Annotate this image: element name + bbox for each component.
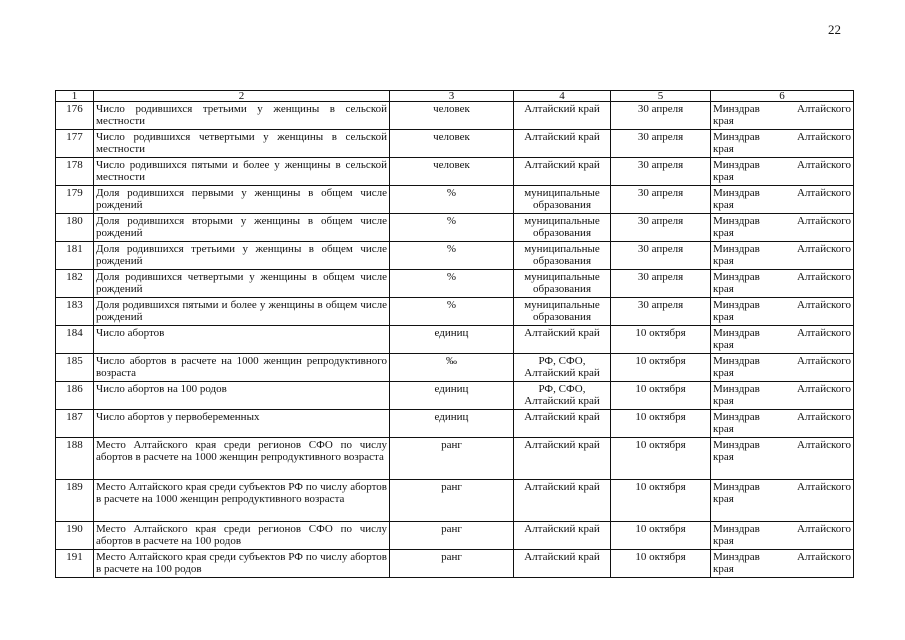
level-cell: муниципальные образования — [514, 298, 611, 326]
unit-cell: единиц — [390, 326, 514, 354]
responsible-line — [713, 187, 851, 199]
responsible-org: Минздрав — [713, 103, 760, 115]
responsible-org: Минздрав — [713, 131, 760, 143]
level-cell: Алтайский край — [514, 130, 611, 158]
responsible-cell — [711, 410, 854, 438]
deadline-cell: 30 апреля — [611, 270, 711, 298]
table-row — [56, 242, 854, 270]
table-row — [56, 438, 854, 480]
responsible-region: Алтайского — [796, 243, 851, 255]
level-cell: Алтайский край — [514, 480, 611, 522]
deadline-cell: 30 апреля — [611, 186, 711, 214]
deadline-cell: 30 апреля — [611, 130, 711, 158]
indicator-name-cell: Число абортов у первобеременных — [94, 410, 390, 438]
responsible-line — [713, 551, 851, 563]
table-row — [56, 270, 854, 298]
unit-cell: ранг — [390, 522, 514, 550]
row-number-cell: 183 — [56, 298, 94, 326]
row-number-cell: 182 — [56, 270, 94, 298]
responsible-region: Алтайского — [796, 103, 851, 115]
responsible-region: Алтайского — [796, 131, 851, 143]
column-header: 3 — [390, 91, 514, 102]
unit-cell: % — [390, 242, 514, 270]
table-row — [56, 480, 854, 522]
responsible-suffix: края — [713, 367, 734, 379]
responsible-region: Алтайского — [796, 383, 851, 395]
responsible-cell — [711, 298, 854, 326]
responsible-org: Минздрав — [713, 523, 760, 535]
deadline-cell: 10 октября — [611, 480, 711, 522]
indicator-name-cell: Число родившихся третьими у женщины в сельской местности — [94, 102, 390, 130]
table-row — [56, 410, 854, 438]
indicator-name-cell: Доля родившихся вторыми у женщины в общем числе рождений — [94, 214, 390, 242]
indicator-name-cell: Место Алтайского края среди субъектов РФ по числу абортов в расчете на 1000 женщин репродуктивного возраста — [94, 480, 390, 522]
responsible-line — [713, 103, 851, 115]
unit-cell: ‰ — [390, 354, 514, 382]
unit-cell: % — [390, 186, 514, 214]
row-number-cell: 187 — [56, 410, 94, 438]
column-header: 6 — [711, 91, 854, 102]
responsible-region: Алтайского — [796, 411, 851, 423]
column-header: 2 — [94, 91, 390, 102]
responsible-suffix: края — [713, 283, 734, 295]
level-cell: РФ, СФО, Алтайский край — [514, 382, 611, 410]
table-row — [56, 550, 854, 578]
responsible-cell — [711, 186, 854, 214]
deadline-cell: 10 октября — [611, 410, 711, 438]
responsible-cell — [711, 130, 854, 158]
level-cell: муниципальные образования — [514, 242, 611, 270]
row-number-cell: 178 — [56, 158, 94, 186]
indicator-name-cell: Число абортов на 100 родов — [94, 382, 390, 410]
responsible-region: Алтайского — [796, 299, 851, 311]
indicator-name-cell: Доля родившихся четвертыми у женщины в общем числе рождений — [94, 270, 390, 298]
page-number: 22 — [828, 22, 841, 37]
responsible-line — [713, 271, 851, 283]
responsible-cell — [711, 522, 854, 550]
responsible-suffix: края — [713, 255, 734, 267]
unit-cell: ранг — [390, 438, 514, 480]
unit-cell: единиц — [390, 410, 514, 438]
row-number-cell: 186 — [56, 382, 94, 410]
responsible-suffix: края — [713, 395, 734, 407]
unit-cell: % — [390, 270, 514, 298]
responsible-cell — [711, 270, 854, 298]
responsible-suffix: края — [713, 493, 734, 505]
responsible-org: Минздрав — [713, 327, 760, 339]
responsible-cell — [711, 480, 854, 522]
responsible-region: Алтайского — [796, 439, 851, 451]
responsible-cell — [711, 214, 854, 242]
column-header: 4 — [514, 91, 611, 102]
responsible-org: Минздрав — [713, 439, 760, 451]
unit-cell: % — [390, 214, 514, 242]
responsible-line — [713, 327, 851, 339]
level-cell: муниципальные образования — [514, 186, 611, 214]
indicator-name-cell: Число абортов — [94, 326, 390, 354]
deadline-cell: 30 апреля — [611, 158, 711, 186]
responsible-org: Минздрав — [713, 551, 760, 563]
row-number-cell: 176 — [56, 102, 94, 130]
row-number-cell: 177 — [56, 130, 94, 158]
table-header-row — [56, 91, 854, 102]
responsible-suffix: края — [713, 311, 734, 323]
responsible-suffix: края — [713, 199, 734, 211]
level-cell: Алтайский край — [514, 326, 611, 354]
responsible-region: Алтайского — [796, 215, 851, 227]
responsible-line — [713, 131, 851, 143]
responsible-line — [713, 243, 851, 255]
responsible-org: Минздрав — [713, 187, 760, 199]
table-row — [56, 298, 854, 326]
unit-cell: ранг — [390, 480, 514, 522]
responsible-suffix: края — [713, 451, 734, 463]
table-row — [56, 522, 854, 550]
responsible-cell — [711, 382, 854, 410]
level-cell: Алтайский край — [514, 158, 611, 186]
unit-cell: единиц — [390, 382, 514, 410]
responsible-suffix: края — [713, 227, 734, 239]
deadline-cell: 10 октября — [611, 522, 711, 550]
indicator-name-cell: Доля родившихся пятыми и более у женщины в общем числе рождений — [94, 298, 390, 326]
indicator-name-cell: Место Алтайского края среди субъектов РФ по числу абортов в расчете на 100 родов — [94, 550, 390, 578]
indicator-name-cell: Доля родившихся первыми у женщины в общем числе рождений — [94, 186, 390, 214]
responsible-region: Алтайского — [796, 481, 851, 493]
responsible-org: Минздрав — [713, 243, 760, 255]
responsible-cell — [711, 550, 854, 578]
responsible-line — [713, 355, 851, 367]
indicator-name-cell: Доля родившихся третьими у женщины в общем числе рождений — [94, 242, 390, 270]
indicators-table — [55, 90, 854, 578]
unit-cell: человек — [390, 158, 514, 186]
deadline-cell: 10 октября — [611, 326, 711, 354]
responsible-line — [713, 439, 851, 451]
row-number-cell: 191 — [56, 550, 94, 578]
row-number-cell: 180 — [56, 214, 94, 242]
column-header: 5 — [611, 91, 711, 102]
responsible-org: Минздрав — [713, 271, 760, 283]
responsible-suffix: края — [713, 423, 734, 435]
unit-cell: человек — [390, 102, 514, 130]
responsible-cell — [711, 158, 854, 186]
row-number-cell: 189 — [56, 480, 94, 522]
level-cell: Алтайский край — [514, 410, 611, 438]
responsible-line — [713, 383, 851, 395]
responsible-line — [713, 411, 851, 423]
responsible-region: Алтайского — [796, 327, 851, 339]
level-cell: муниципальные образования — [514, 270, 611, 298]
responsible-org: Минздрав — [713, 159, 760, 171]
responsible-suffix: края — [713, 143, 734, 155]
deadline-cell: 30 апреля — [611, 214, 711, 242]
responsible-cell — [711, 354, 854, 382]
responsible-line — [713, 481, 851, 493]
responsible-suffix: края — [713, 563, 734, 575]
responsible-region: Алтайского — [796, 551, 851, 563]
responsible-org: Минздрав — [713, 355, 760, 367]
responsible-region: Алтайского — [796, 271, 851, 283]
level-cell: Алтайский край — [514, 102, 611, 130]
row-number-cell: 184 — [56, 326, 94, 354]
responsible-suffix: края — [713, 115, 734, 127]
indicator-name-cell: Место Алтайского края среди регионов СФО по числу абортов в расчете на 100 родов — [94, 522, 390, 550]
responsible-org: Минздрав — [713, 411, 760, 423]
level-cell: Алтайский край — [514, 550, 611, 578]
indicator-name-cell: Место Алтайского края среди регионов СФО по числу абортов в расчете на 1000 женщин репродуктивного возраста — [94, 438, 390, 480]
responsible-suffix: края — [713, 171, 734, 183]
responsible-region: Алтайского — [796, 523, 851, 535]
deadline-cell: 30 апреля — [611, 298, 711, 326]
table-row — [56, 354, 854, 382]
responsible-region: Алтайского — [796, 355, 851, 367]
responsible-region: Алтайского — [796, 159, 851, 171]
deadline-cell: 10 октября — [611, 382, 711, 410]
table-row — [56, 130, 854, 158]
row-number-cell: 190 — [56, 522, 94, 550]
level-cell: РФ, СФО, Алтайский край — [514, 354, 611, 382]
responsible-cell — [711, 242, 854, 270]
table-body — [56, 102, 854, 578]
unit-cell: % — [390, 298, 514, 326]
responsible-org: Минздрав — [713, 383, 760, 395]
row-number-cell: 179 — [56, 186, 94, 214]
table-row — [56, 102, 854, 130]
table-row — [56, 326, 854, 354]
unit-cell: ранг — [390, 550, 514, 578]
level-cell: Алтайский край — [514, 522, 611, 550]
responsible-cell — [711, 102, 854, 130]
column-header: 1 — [56, 91, 94, 102]
responsible-cell — [711, 438, 854, 480]
responsible-line — [713, 523, 851, 535]
responsible-cell — [711, 326, 854, 354]
level-cell: муниципальные образования — [514, 214, 611, 242]
deadline-cell: 10 октября — [611, 438, 711, 480]
responsible-org: Минздрав — [713, 215, 760, 227]
responsible-org: Минздрав — [713, 481, 760, 493]
deadline-cell: 30 апреля — [611, 102, 711, 130]
table-row — [56, 186, 854, 214]
responsible-suffix: края — [713, 535, 734, 547]
deadline-cell: 30 апреля — [611, 242, 711, 270]
row-number-cell: 188 — [56, 438, 94, 480]
level-cell: Алтайский край — [514, 438, 611, 480]
deadline-cell: 10 октября — [611, 354, 711, 382]
responsible-line — [713, 299, 851, 311]
responsible-line — [713, 215, 851, 227]
deadline-cell: 10 октября — [611, 550, 711, 578]
row-number-cell: 185 — [56, 354, 94, 382]
row-number-cell: 181 — [56, 242, 94, 270]
indicator-name-cell: Число абортов в расчете на 1000 женщин репродуктивного возраста — [94, 354, 390, 382]
table-row — [56, 214, 854, 242]
responsible-line — [713, 159, 851, 171]
table-row — [56, 158, 854, 186]
table-row — [56, 382, 854, 410]
indicator-name-cell: Число родившихся четвертыми у женщины в сельской местности — [94, 130, 390, 158]
indicator-name-cell: Число родившихся пятыми и более у женщины в сельской местности — [94, 158, 390, 186]
unit-cell: человек — [390, 130, 514, 158]
responsible-org: Минздрав — [713, 299, 760, 311]
responsible-suffix: края — [713, 339, 734, 351]
responsible-region: Алтайского — [796, 187, 851, 199]
